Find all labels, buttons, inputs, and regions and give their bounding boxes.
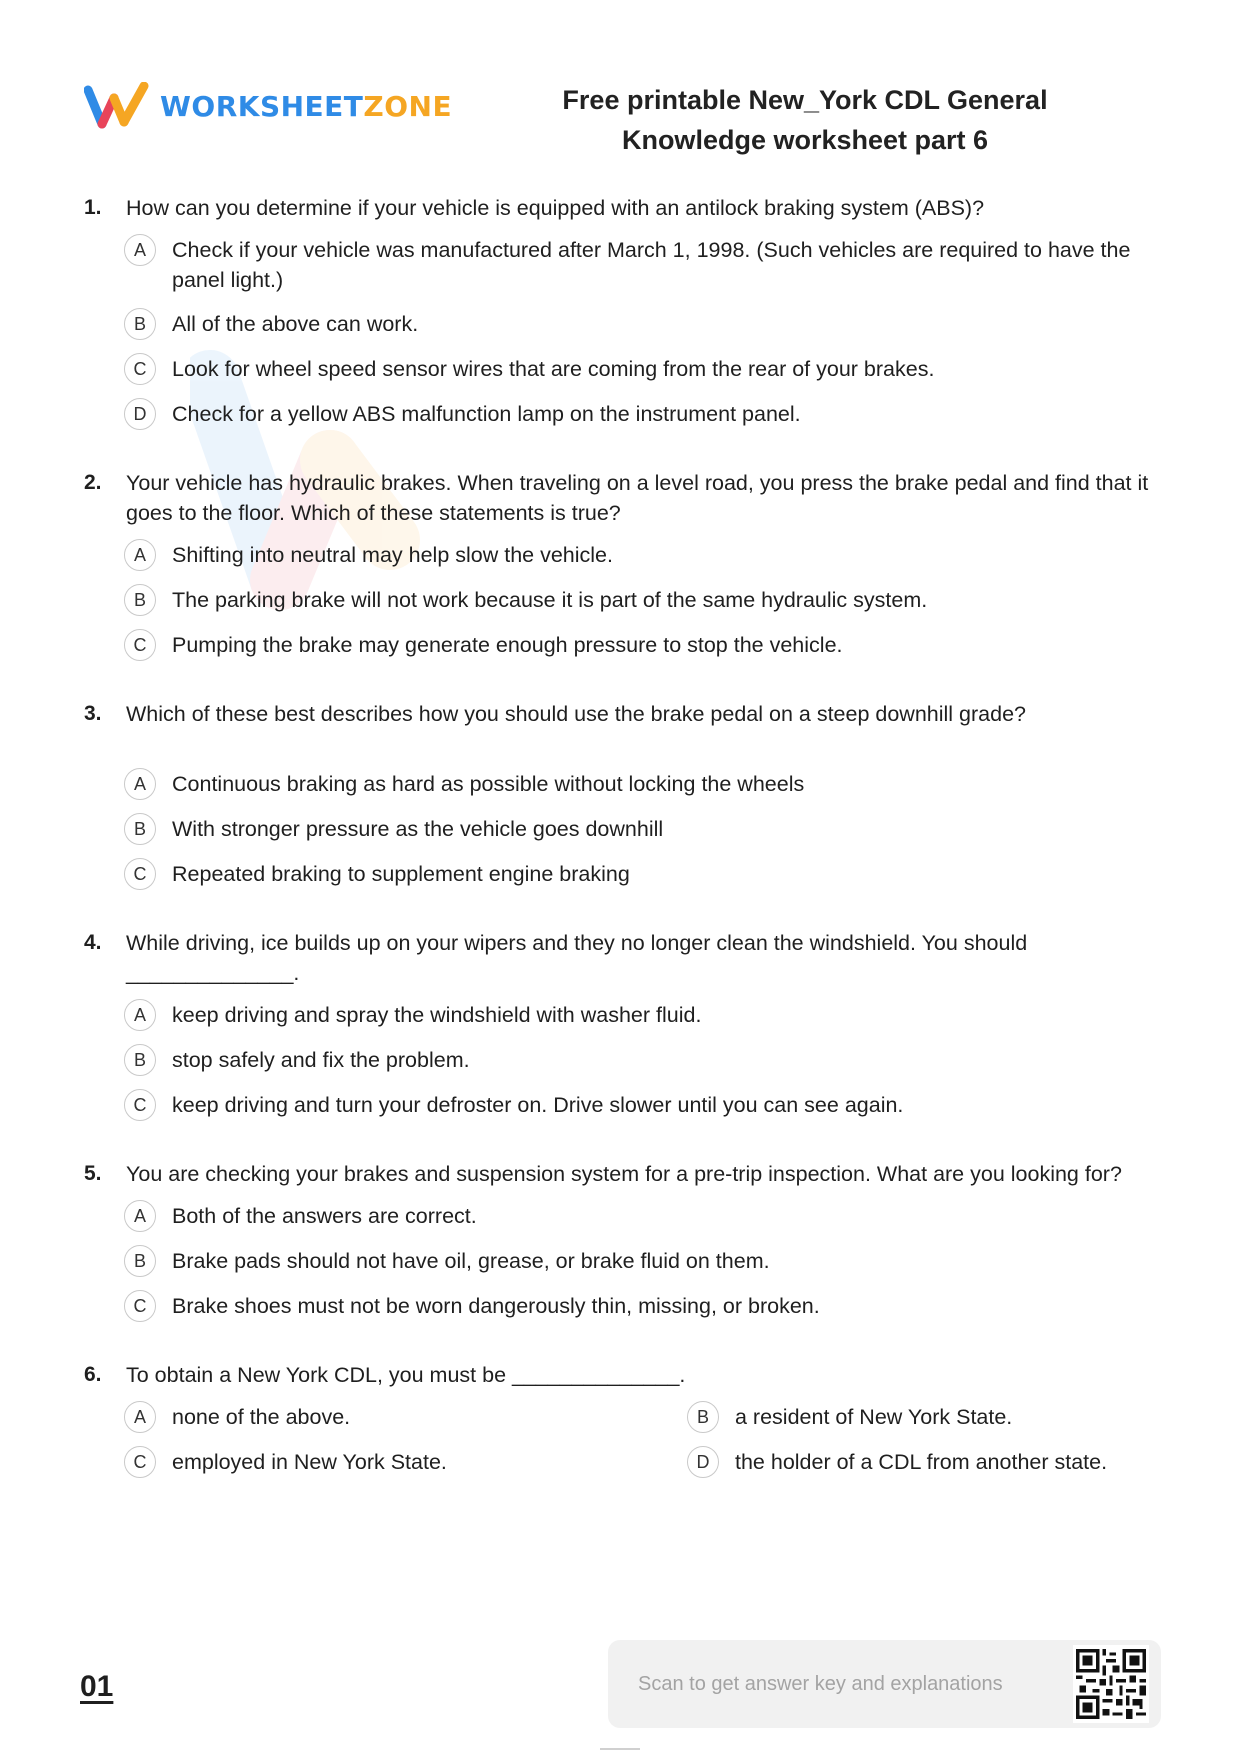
option-letter-badge: A xyxy=(124,1200,156,1232)
answer-option[interactable] xyxy=(124,1201,1174,1232)
option-text: Shifting into neutral may help slow the vehicle. xyxy=(172,543,613,567)
option-letter-badge: C xyxy=(124,1446,156,1478)
question-5 xyxy=(84,1159,1174,1322)
question-4 xyxy=(84,928,1174,1121)
answer-option[interactable] xyxy=(124,585,1174,616)
title-line-2: Knowledge worksheet part 6 xyxy=(621,125,989,155)
option-letter-badge: B xyxy=(124,813,156,845)
option-letter-badge: B xyxy=(124,1245,156,1277)
answer-option[interactable] xyxy=(124,859,1174,890)
question-list xyxy=(84,193,1174,1516)
answer-option[interactable] xyxy=(124,354,1174,385)
option-letter-badge: B xyxy=(124,308,156,340)
question-text: While driving, ice builds up on your wipers and they no longer clean the windshield. You should ______________. xyxy=(126,931,1028,985)
option-text: Brake shoes must not be worn dangerously thin, missing, or broken. xyxy=(172,1294,820,1318)
answer-option[interactable] xyxy=(124,769,1174,800)
answer-option[interactable] xyxy=(687,1447,1174,1478)
qr-code-icon[interactable] xyxy=(1073,1645,1149,1723)
question-number: 4. xyxy=(84,931,102,954)
option-letter-badge: B xyxy=(124,584,156,616)
worksheetzone-logo-icon xyxy=(84,82,152,130)
question-number: 5. xyxy=(84,1162,102,1185)
option-text: Check if your vehicle was manufactured after March 1, 1998. (Such vehicles are required to have the panel light.) xyxy=(172,238,1131,292)
option-letter-badge: A xyxy=(124,1401,156,1433)
option-text: keep driving and turn your defroster on. Drive slower until you can see again. xyxy=(172,1093,904,1117)
option-text: Repeated braking to supplement engine braking xyxy=(172,862,630,886)
answer-option[interactable] xyxy=(687,1402,1174,1433)
option-letter-badge: C xyxy=(124,1290,156,1322)
option-text: employed in New York State. xyxy=(172,1450,447,1474)
option-text: the holder of a CDL from another state. xyxy=(735,1450,1108,1474)
answer-option[interactable] xyxy=(124,1291,1174,1322)
option-text: Pumping the brake may generate enough pressure to stop the vehicle. xyxy=(172,633,843,657)
answer-option[interactable] xyxy=(124,1246,1174,1277)
option-text: keep driving and spray the windshield with washer fluid. xyxy=(172,1003,702,1027)
logo-text-worksheet: WORKSHEET xyxy=(160,89,364,123)
option-text: none of the above. xyxy=(172,1405,351,1429)
option-text: Look for wheel speed sensor wires that are coming from the rear of your brakes. xyxy=(172,357,935,381)
question-text: How can you determine if your vehicle is equipped with an antilock braking system (ABS)? xyxy=(126,196,985,220)
option-letter-badge: C xyxy=(124,353,156,385)
question-number: 6. xyxy=(84,1363,102,1386)
answer-option[interactable] xyxy=(124,235,1174,295)
option-letter-badge: A xyxy=(124,768,156,800)
answer-option[interactable] xyxy=(124,1045,1174,1076)
answer-option[interactable] xyxy=(124,1402,687,1433)
logo-text xyxy=(160,90,452,123)
option-letter-badge: B xyxy=(124,1044,156,1076)
answer-option[interactable] xyxy=(124,814,1174,845)
logo-text-zone: ZONE xyxy=(363,89,453,123)
answer-option[interactable] xyxy=(124,1090,1174,1121)
answer-option[interactable] xyxy=(124,399,1174,430)
answer-option[interactable] xyxy=(124,540,1174,571)
worksheetzone-logo xyxy=(84,82,452,130)
title-line-1: Free printable New_York CDL General xyxy=(562,85,1048,115)
answer-key-banner[interactable] xyxy=(608,1640,1161,1728)
option-text: Continuous braking as hard as possible without locking the wheels xyxy=(172,772,805,796)
question-1 xyxy=(84,193,1174,430)
question-number: 3. xyxy=(84,702,102,725)
option-letter-badge: A xyxy=(124,234,156,266)
question-number: 2. xyxy=(84,471,102,494)
question-2 xyxy=(84,468,1174,661)
question-text: Your vehicle has hydraulic brakes. When traveling on a level road, you press the brake pedal and find that it goes to the floor. Which of these statements is true? xyxy=(126,471,1149,525)
scan-instruction: Scan to get answer key and explanations xyxy=(638,1672,1003,1695)
option-text: The parking brake will not work because it is part of the same hydraulic system. xyxy=(172,588,928,612)
option-letter-badge: A xyxy=(124,999,156,1031)
option-text: With stronger pressure as the vehicle goes downhill xyxy=(172,817,664,841)
page-number: 01 xyxy=(80,1670,114,1703)
option-text: Both of the answers are correct. xyxy=(172,1204,477,1228)
option-letter-badge: C xyxy=(124,858,156,890)
option-text: Brake pads should not have oil, grease, or brake fluid on them. xyxy=(172,1249,770,1273)
answer-option[interactable] xyxy=(124,1000,1174,1031)
option-letter-badge: D xyxy=(687,1446,719,1478)
option-letter-badge: B xyxy=(687,1401,719,1433)
answer-option[interactable] xyxy=(124,1447,687,1478)
question-number: 1. xyxy=(84,196,102,219)
option-letter-badge: C xyxy=(124,1089,156,1121)
question-3 xyxy=(84,699,1174,890)
option-letter-badge: A xyxy=(124,539,156,571)
question-text: To obtain a New York CDL, you must be ______________. xyxy=(126,1363,686,1387)
option-text: stop safely and fix the problem. xyxy=(172,1048,470,1072)
option-text: Check for a yellow ABS malfunction lamp on the instrument panel. xyxy=(172,402,801,426)
question-text: Which of these best describes how you should use the brake pedal on a steep downhill grade? xyxy=(126,702,1026,726)
option-letter-badge: D xyxy=(124,398,156,430)
question-6 xyxy=(84,1360,1174,1478)
question-text: You are checking your brakes and suspension system for a pre-trip inspection. What are you looking for? xyxy=(126,1162,1122,1186)
answer-option[interactable] xyxy=(124,630,1174,661)
option-text: All of the above can work. xyxy=(172,312,419,336)
worksheet-title xyxy=(500,80,1110,160)
page-divider xyxy=(600,1748,640,1750)
answer-option[interactable] xyxy=(124,309,1174,340)
option-letter-badge: C xyxy=(124,629,156,661)
option-text: a resident of New York State. xyxy=(735,1405,1013,1429)
